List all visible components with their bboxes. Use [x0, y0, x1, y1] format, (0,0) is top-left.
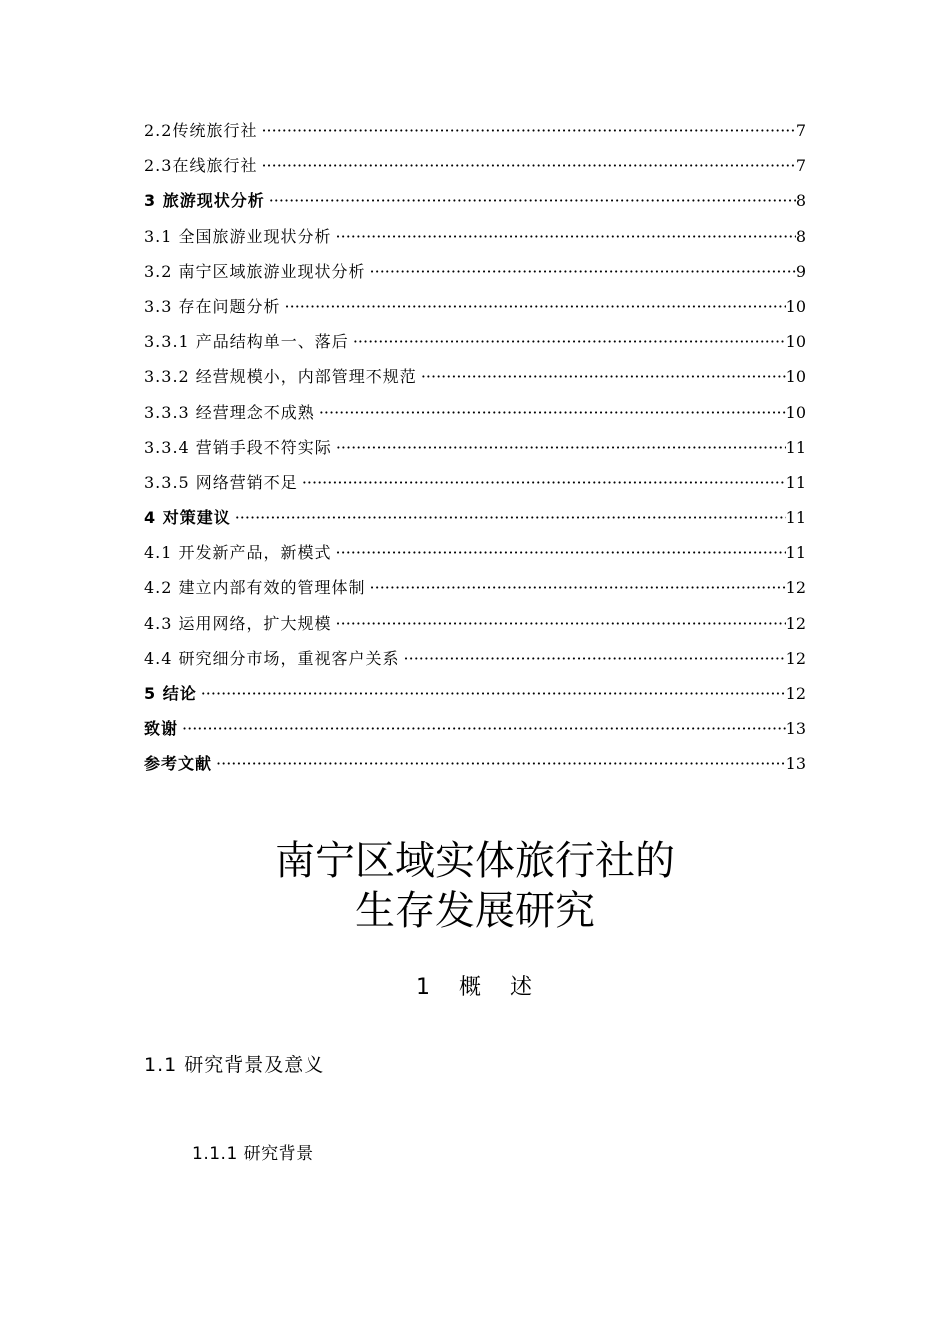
toc-entry[interactable]: [144, 188, 806, 223]
toc-entry[interactable]: [144, 400, 806, 435]
toc-entry-label: 3.3.4 营销手段不符实际: [144, 437, 332, 457]
toc-entry-label: 4.4 研究细分市场，重视客户关系: [144, 648, 400, 668]
toc-dot-leader: [336, 438, 786, 457]
toc-entry-page-number: 13: [785, 754, 806, 774]
toc-dot-leader: [336, 614, 786, 633]
toc-entry-page-number: 13: [785, 719, 806, 739]
toc-entry[interactable]: [144, 646, 806, 681]
document-title: [0, 836, 950, 936]
toc-entry[interactable]: [144, 505, 806, 540]
section-heading: 1.1 研究背景及意义: [144, 1054, 325, 1076]
toc-entry[interactable]: [144, 716, 806, 751]
toc-entry[interactable]: [144, 681, 806, 716]
toc-entry[interactable]: [144, 470, 806, 505]
toc-dot-leader: [261, 156, 795, 175]
toc-entry-label: 4.1 开发新产品，新模式: [144, 543, 332, 563]
toc-entry-label: 致谢: [144, 719, 179, 739]
toc-entry[interactable]: [144, 435, 806, 470]
table-of-contents: [144, 118, 806, 787]
toc-dot-leader: [421, 367, 786, 386]
toc-entry[interactable]: [144, 259, 806, 294]
toc-entry-label: 3.2 南宁区域旅游业现状分析: [144, 261, 366, 281]
toc-entry[interactable]: [144, 540, 806, 575]
toc-entry-page-number: 10: [785, 332, 806, 352]
toc-entry-label: 4 对策建议: [144, 508, 231, 528]
toc-entry-label: 3.1 全国旅游业现状分析: [144, 226, 332, 246]
toc-entry[interactable]: [144, 364, 806, 399]
toc-dot-leader: [302, 473, 786, 492]
toc-entry-label: 参考文献: [144, 754, 213, 774]
toc-entry-page-number: 12: [785, 648, 806, 668]
toc-dot-leader: [353, 332, 786, 351]
toc-dot-leader: [370, 262, 796, 281]
toc-entry[interactable]: [144, 329, 806, 364]
toc-dot-leader: [201, 684, 786, 703]
toc-entry[interactable]: [144, 611, 806, 646]
chapter-heading: 1 概 述: [416, 975, 534, 1000]
toc-entry-page-number: 8: [795, 191, 806, 211]
toc-entry-label: 3.3.5 网络营销不足: [144, 472, 298, 492]
toc-dot-leader: [216, 754, 786, 773]
toc-entry-page-number: 12: [785, 578, 806, 598]
toc-entry-page-number: 11: [785, 508, 806, 528]
toc-dot-leader: [285, 297, 786, 316]
subsection-heading: 1.1.1 研究背景: [192, 1144, 314, 1164]
toc-entry-label: 3 旅游现状分析: [144, 191, 265, 211]
toc-entry-label: 4.2 建立内部有效的管理体制: [144, 578, 366, 598]
toc-entry-page-number: 12: [785, 684, 806, 703]
toc-dot-leader: [269, 191, 796, 210]
toc-dot-leader: [336, 227, 796, 246]
toc-entry-page-number: 11: [785, 472, 806, 492]
toc-dot-leader: [336, 543, 786, 562]
toc-entry[interactable]: [144, 224, 806, 259]
toc-entry-page-number: 10: [785, 367, 806, 387]
toc-entry-page-number: 9: [795, 261, 806, 281]
toc-entry[interactable]: [144, 294, 806, 329]
toc-entry-page-number: 12: [785, 613, 806, 633]
toc-entry-label: 2.2传统旅行社: [144, 121, 258, 140]
document-title-line-2: 生存发展研究: [355, 888, 595, 934]
toc-entry-page-number: 11: [785, 543, 806, 563]
toc-dot-leader: [319, 403, 786, 422]
toc-entry-label: 4.3 运用网络，扩大规模: [144, 613, 332, 633]
toc-entry-page-number: 10: [785, 402, 806, 422]
toc-entry-page-number: 8: [795, 226, 806, 246]
toc-entry-page-number: 10: [785, 296, 806, 316]
toc-entry-page-number: 7: [795, 121, 806, 140]
toc-entry-page-number: 7: [795, 156, 806, 176]
toc-entry-label: 3.3.2 经营规模小，内部管理不规范: [144, 367, 417, 387]
toc-entry[interactable]: [144, 575, 806, 610]
toc-entry[interactable]: [144, 751, 806, 786]
toc-entry[interactable]: [144, 153, 806, 188]
toc-entry-label: 3.3 存在问题分析: [144, 296, 281, 316]
toc-dot-leader: [182, 719, 786, 738]
toc-entry-label: 3.3.1 产品结构单一、落后: [144, 332, 349, 352]
toc-entry-label: 2.3在线旅行社: [144, 156, 258, 176]
toc-dot-leader: [370, 578, 786, 597]
document-title-line-1: 南宁区域实体旅行社的: [275, 838, 675, 884]
toc-dot-leader: [235, 508, 786, 527]
toc-entry-label: 5 结论: [144, 684, 197, 703]
toc-entry[interactable]: [144, 118, 806, 153]
toc-entry-label: 3.3.3 经营理念不成熟: [144, 402, 315, 422]
toc-dot-leader: [261, 121, 795, 140]
toc-dot-leader: [404, 649, 786, 668]
toc-entry-page-number: 11: [785, 437, 806, 457]
